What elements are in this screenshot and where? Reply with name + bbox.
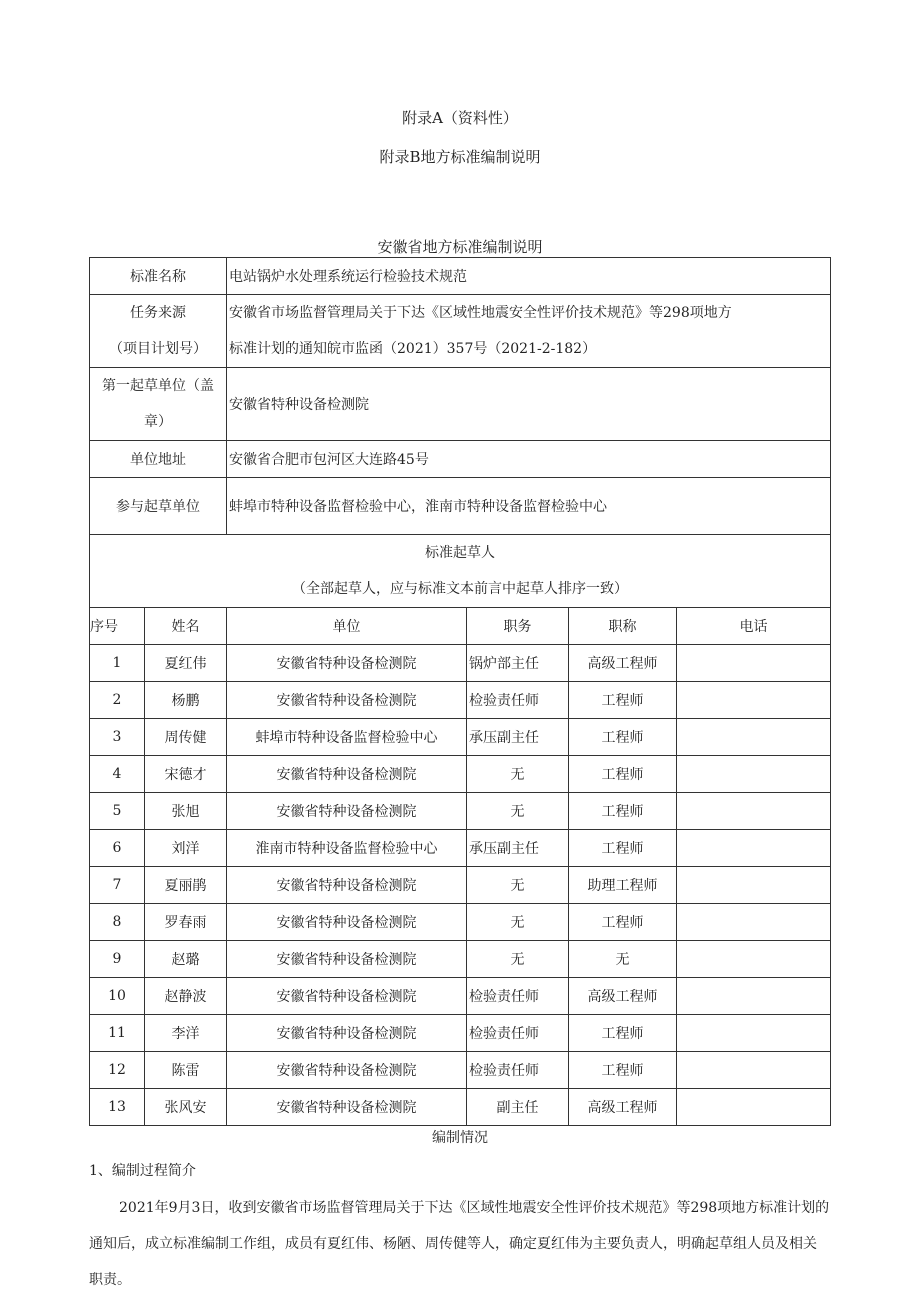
table-row <box>90 719 831 756</box>
row-title: 高级工程师 <box>569 1089 677 1126</box>
standard-name-row <box>90 258 831 295</box>
task-source-value-line2: 标准计划的通知皖市监函（2021）357号（2021-2-182） <box>229 341 597 357</box>
row-title: 无 <box>569 941 677 978</box>
row-unit: 安徽省特种设备检测院 <box>227 978 467 1015</box>
row-position: 检验责任师 <box>467 1015 569 1052</box>
row-position: 无 <box>467 867 569 904</box>
row-title: 工程师 <box>569 1052 677 1089</box>
table-row <box>90 682 831 719</box>
row-phone <box>677 978 831 1015</box>
row-name: 刘洋 <box>145 830 227 867</box>
row-position: 承压副主任 <box>467 830 569 867</box>
table-row <box>90 793 831 830</box>
column-header-unit: 单位 <box>227 608 467 645</box>
drafters-section-title: 标准起草人 <box>425 545 495 561</box>
address-value: 安徽省合肥市包河区大连路45号 <box>227 441 831 478</box>
participants-label: 参与起草单位 <box>90 478 227 535</box>
table-row <box>90 978 831 1015</box>
row-name: 赵璐 <box>145 941 227 978</box>
first-drafter-label-line1: 第一起草单位（盖 <box>102 378 214 394</box>
row-position: 承压副主任 <box>467 719 569 756</box>
row-no: 8 <box>90 904 145 941</box>
table-title: 安徽省地方标准编制说明 <box>377 238 543 256</box>
row-title: 高级工程师 <box>569 978 677 1015</box>
row-name: 李洋 <box>145 1015 227 1052</box>
participants-value: 蚌埠市特种设备监督检验中心，淮南市特种设备监督检验中心 <box>227 478 831 535</box>
row-position: 检验责任师 <box>467 978 569 1015</box>
address-row <box>90 441 831 478</box>
drafters-column-header-row <box>90 608 831 645</box>
row-phone <box>677 830 831 867</box>
row-unit: 安徽省特种设备检测院 <box>227 645 467 682</box>
appendix-a-heading: 附录A（资料性） <box>402 109 518 127</box>
column-header-title: 职称 <box>569 608 677 645</box>
row-name: 宋德才 <box>145 756 227 793</box>
row-unit: 淮南市特种设备监督检验中心 <box>227 830 467 867</box>
row-phone <box>677 867 831 904</box>
row-name: 陈雷 <box>145 1052 227 1089</box>
row-title: 助理工程师 <box>569 867 677 904</box>
row-position: 锅炉部主任 <box>467 645 569 682</box>
row-no: 7 <box>90 867 145 904</box>
table-row <box>90 645 831 682</box>
table-row <box>90 756 831 793</box>
task-source-value <box>227 295 831 368</box>
standard-info-table <box>89 257 831 1126</box>
row-no: 11 <box>90 1015 145 1052</box>
row-position: 检验责任师 <box>467 682 569 719</box>
row-phone <box>677 793 831 830</box>
table-row <box>90 941 831 978</box>
row-no: 3 <box>90 719 145 756</box>
table-row <box>90 904 831 941</box>
row-position: 无 <box>467 756 569 793</box>
column-header-phone: 电话 <box>677 608 831 645</box>
column-header-name: 姓名 <box>145 608 227 645</box>
row-no: 6 <box>90 830 145 867</box>
column-header-no: 序号 <box>90 608 145 645</box>
row-no: 1 <box>90 645 145 682</box>
row-position: 无 <box>467 793 569 830</box>
row-name: 张旭 <box>145 793 227 830</box>
standard-name-label: 标准名称 <box>90 258 227 295</box>
first-drafter-label-line2: 章） <box>144 414 172 430</box>
drafters-section-note: （全部起草人，应与标准文本前言中起草人排序一致） <box>292 581 628 597</box>
row-no: 10 <box>90 978 145 1015</box>
row-unit: 安徽省特种设备检测院 <box>227 756 467 793</box>
body-paragraph: 2021年9月3日，收到安徽省市场监督管理局关于下达《区域性地震安全性评价技术规范》等298项地方标准计划的通知后，成立标准编制工作组，成员有夏红伟、杨陋、周传健等人，确定夏红伟为主要负责人，明确起草组人员及相关职责。 <box>89 1200 830 1288</box>
section-heading: 1、编制过程简介 <box>89 1163 196 1179</box>
row-unit: 安徽省特种设备检测院 <box>227 867 467 904</box>
row-unit: 安徽省特种设备检测院 <box>227 1015 467 1052</box>
row-unit: 安徽省特种设备检测院 <box>227 793 467 830</box>
row-title: 高级工程师 <box>569 645 677 682</box>
row-no: 2 <box>90 682 145 719</box>
task-source-value-line1: 安徽省市场监督管理局关于下达《区域性地震安全性评价技术规范》等298项地方 <box>229 305 732 321</box>
row-name: 周传健 <box>145 719 227 756</box>
row-name: 夏丽鹃 <box>145 867 227 904</box>
row-no: 4 <box>90 756 145 793</box>
row-position: 无 <box>467 904 569 941</box>
row-phone <box>677 645 831 682</box>
task-source-row <box>90 295 831 368</box>
row-title: 工程师 <box>569 682 677 719</box>
first-drafter-label <box>90 368 227 441</box>
participants-row <box>90 478 831 535</box>
row-phone <box>677 904 831 941</box>
appendix-b-heading: 附录B地方标准编制说明 <box>379 148 541 166</box>
row-no: 5 <box>90 793 145 830</box>
task-source-label-line1: 任务来源 <box>130 305 186 321</box>
row-unit: 安徽省特种设备检测院 <box>227 1052 467 1089</box>
table-row <box>90 830 831 867</box>
address-label: 单位地址 <box>90 441 227 478</box>
row-phone <box>677 719 831 756</box>
row-title: 工程师 <box>569 719 677 756</box>
task-source-label-line2: （项目计划号） <box>109 341 207 357</box>
row-phone <box>677 1089 831 1126</box>
standard-name-value: 电站锅炉水处理系统运行检验技术规范 <box>227 258 831 295</box>
row-no: 13 <box>90 1089 145 1126</box>
row-title: 工程师 <box>569 830 677 867</box>
first-drafter-row <box>90 368 831 441</box>
row-name: 罗春雨 <box>145 904 227 941</box>
row-phone <box>677 756 831 793</box>
task-source-label <box>90 295 227 368</box>
row-name: 张风安 <box>145 1089 227 1126</box>
row-name: 杨鹏 <box>145 682 227 719</box>
table-row <box>90 867 831 904</box>
row-position: 无 <box>467 941 569 978</box>
row-name: 赵静波 <box>145 978 227 1015</box>
row-no: 9 <box>90 941 145 978</box>
table-row <box>90 1015 831 1052</box>
row-title: 工程师 <box>569 1015 677 1052</box>
row-phone <box>677 941 831 978</box>
drafters-section-row <box>90 535 831 608</box>
row-unit: 安徽省特种设备检测院 <box>227 682 467 719</box>
row-phone <box>677 682 831 719</box>
row-title: 工程师 <box>569 756 677 793</box>
row-name: 夏红伟 <box>145 645 227 682</box>
row-position: 副主任 <box>467 1089 569 1126</box>
row-unit: 安徽省特种设备检测院 <box>227 904 467 941</box>
column-header-position: 职务 <box>467 608 569 645</box>
row-phone <box>677 1052 831 1089</box>
table-row <box>90 1052 831 1089</box>
row-position: 检验责任师 <box>467 1052 569 1089</box>
drafters-section-header <box>90 535 831 608</box>
row-title: 工程师 <box>569 904 677 941</box>
row-title: 工程师 <box>569 793 677 830</box>
row-unit: 蚌埠市特种设备监督检验中心 <box>227 719 467 756</box>
table-row <box>90 1089 831 1126</box>
row-unit: 安徽省特种设备检测院 <box>227 941 467 978</box>
row-phone <box>677 1015 831 1052</box>
first-drafter-value: 安徽省特种设备检测院 <box>227 368 831 441</box>
compilation-title: 编制情况 <box>432 1130 488 1146</box>
row-no: 12 <box>90 1052 145 1089</box>
row-unit: 安徽省特种设备检测院 <box>227 1089 467 1126</box>
